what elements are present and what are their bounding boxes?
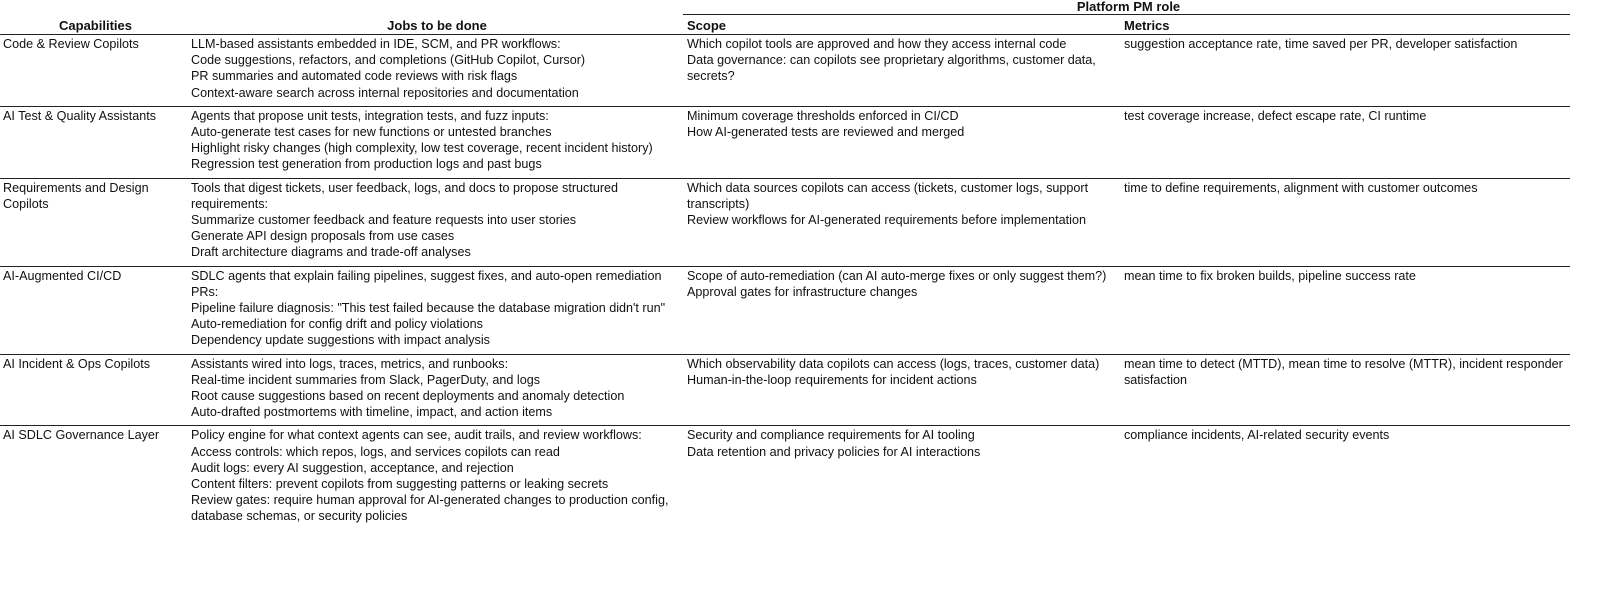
- jobs-line: Generate API design proposals from use cases: [191, 229, 455, 244]
- metrics-cell: time to define requirements, alignment with customer outcomes: [1120, 178, 1570, 266]
- capability-cell: AI Incident & Ops Copilots: [0, 354, 187, 426]
- capability-cell: AI-Augmented CI/CD: [0, 266, 187, 354]
- scope-cell: [683, 178, 1120, 266]
- table-row: [0, 354, 1570, 426]
- scope-line: Security and compliance requirements for AI tooling: [687, 428, 975, 443]
- jobs-line: Agents that propose unit tests, integration tests, and fuzz inputs:: [191, 108, 549, 123]
- jobs-line: PR summaries and automated code reviews with risk flags: [191, 69, 518, 84]
- scope-line: Data governance: can copilots see proprietary algorithms, customer data, secrets?: [687, 53, 1096, 84]
- jobs-line: LLM-based assistants embedded in IDE, SCM, and PR workflows:: [191, 37, 561, 51]
- header-metrics: Metrics: [1120, 15, 1570, 35]
- jobs-cell: [187, 426, 683, 530]
- table-row: [0, 35, 1570, 107]
- header-capabilities: Capabilities: [0, 15, 187, 35]
- scope-line: How AI-generated tests are reviewed and merged: [687, 125, 965, 140]
- jobs-line: Pipeline failure diagnosis: "This test failed because the database migration didn't run": [191, 301, 666, 316]
- jobs-line: Auto-remediation for config drift and policy violations: [191, 317, 483, 332]
- metrics-cell: mean time to fix broken builds, pipeline success rate: [1120, 266, 1570, 354]
- jobs-line: Content filters: prevent copilots from suggesting patterns or leaking secrets: [191, 477, 609, 492]
- scope-cell: [683, 106, 1120, 178]
- header-scope: Scope: [683, 15, 1120, 35]
- scope-line: Scope of auto-remediation (can AI auto-merge fixes or only suggest them?): [687, 268, 1107, 283]
- jobs-line: Tools that digest tickets, user feedback, logs, and docs to propose structured requirements:: [191, 180, 619, 211]
- jobs-line: Assistants wired into logs, traces, metrics, and runbooks:: [191, 356, 509, 371]
- scope-cell: [683, 426, 1120, 530]
- jobs-cell: [187, 106, 683, 178]
- scope-line: Which observability data copilots can access (logs, traces, customer data): [687, 356, 1100, 371]
- capability-cell: AI Test & Quality Assistants: [0, 106, 187, 178]
- jobs-line: Regression test generation from production logs and past bugs: [191, 157, 542, 172]
- header-capabilities-spacer: [0, 0, 187, 15]
- metrics-cell: suggestion acceptance rate, time saved per PR, developer satisfaction: [1120, 35, 1570, 107]
- jobs-cell: [187, 266, 683, 354]
- scope-line: Human-in-the-loop requirements for incident actions: [687, 372, 977, 387]
- jobs-line: SDLC agents that explain failing pipelines, suggest fixes, and auto-open remediation PRs:: [191, 268, 662, 299]
- metrics-cell: test coverage increase, defect escape rate, CI runtime: [1120, 106, 1570, 178]
- jobs-line: Root cause suggestions based on recent deployments and anomaly detection: [191, 389, 625, 404]
- scope-cell: [683, 354, 1120, 426]
- scope-line: Which copilot tools are approved and how they access internal code: [687, 37, 1067, 51]
- jobs-line: Access controls: which repos, logs, and services copilots can read: [191, 444, 560, 459]
- metrics-cell: compliance incidents, AI-related security events: [1124, 428, 1390, 443]
- jobs-line: Highlight risky changes (high complexity, low test coverage, recent incident history): [191, 141, 653, 156]
- jobs-line: Real-time incident summaries from Slack, PagerDuty, and logs: [191, 372, 541, 387]
- table-row: [0, 178, 1570, 266]
- jobs-cell: [187, 35, 683, 107]
- scope-line: Approval gates for infrastructure changes: [687, 284, 918, 299]
- scope-line: Review workflows for AI-generated requirements before implementation: [687, 213, 1086, 228]
- capability-cell: AI SDLC Governance Layer: [3, 428, 160, 443]
- header-jobs-spacer: [187, 0, 683, 15]
- jobs-line: Auto-generate test cases for new functions or untested branches: [191, 125, 552, 140]
- jobs-line: Auto-drafted postmortems with timeline, impact, and action items: [191, 405, 553, 420]
- scope-line: Data retention and privacy policies for AI interactions: [687, 444, 981, 459]
- jobs-line: Code suggestions, refactors, and completions (GitHub Copilot, Cursor): [191, 53, 586, 68]
- jobs-cell: [187, 178, 683, 266]
- metrics-cell: mean time to detect (MTTD), mean time to resolve (MTTR), incident responder satisfaction: [1120, 354, 1570, 426]
- scope-cell: [683, 35, 1120, 107]
- capability-cell: Code & Review Copilots: [0, 35, 187, 107]
- jobs-line: Review gates: require human approval for AI-generated changes to production config, database schemas, or security policies: [191, 493, 669, 524]
- scope-line: Minimum coverage thresholds enforced in CI/CD: [687, 108, 959, 123]
- table-row: [0, 426, 1570, 530]
- table-row: [0, 266, 1570, 354]
- jobs-line: Draft architecture diagrams and trade-off analyses: [191, 245, 471, 260]
- jobs-line: Policy engine for what context agents can see, audit trails, and review workflows:: [191, 428, 642, 443]
- capability-cell: Requirements and Design Copilots: [0, 178, 187, 266]
- table-row: [0, 106, 1570, 178]
- jobs-line: Dependency update suggestions with impact analysis: [191, 333, 490, 348]
- scope-line: Which data sources copilots can access (tickets, customer logs, support transcripts): [687, 180, 1089, 211]
- jobs-line: Context-aware search across internal repositories and documentation: [191, 85, 579, 100]
- header-jobs: Jobs to be done: [187, 15, 683, 35]
- header-platform-pm-role: Platform PM role: [683, 0, 1570, 15]
- scope-cell: [683, 266, 1120, 354]
- jobs-line: Audit logs: every AI suggestion, acceptance, and rejection: [191, 460, 514, 475]
- jobs-line: Summarize customer feedback and feature requests into user stories: [191, 213, 576, 228]
- jobs-cell: [187, 354, 683, 426]
